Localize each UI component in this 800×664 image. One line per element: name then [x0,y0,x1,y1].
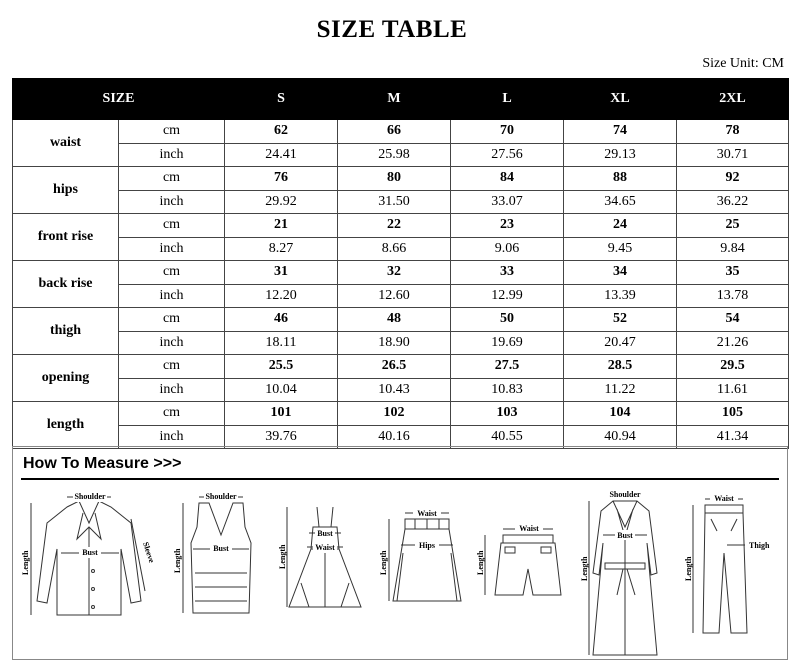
value-cell: 10.83 [451,378,564,402]
unit-cell: cm [119,214,225,238]
header-xl: XL [564,79,677,120]
bust-label: Bust [213,544,229,553]
value-cell: 9.84 [677,237,789,261]
value-cell: 9.45 [564,237,677,261]
value-cell: 10.04 [225,378,338,402]
waist-label: Waist [417,509,437,518]
bust-label: Bust [82,548,98,557]
header-m: M [338,79,451,120]
value-cell: 12.60 [338,284,451,308]
table-row [13,261,789,285]
value-cell: 102 [338,402,451,426]
value-cell: 27.5 [451,355,564,379]
value-cell: 74 [564,120,677,144]
measurement-name: front rise [13,214,119,261]
unit-cell: cm [119,402,225,426]
value-cell: 88 [564,167,677,191]
unit-cell: cm [119,120,225,144]
length-label: Length [379,550,388,575]
divider [21,478,779,480]
value-cell: 25 [677,214,789,238]
unit-cell: inch [119,190,225,214]
value-cell: 32 [338,261,451,285]
header-s: S [225,79,338,120]
header-size: SIZE [13,79,225,120]
value-cell: 105 [677,402,789,426]
table-row [13,378,789,402]
pants-figure-icon [677,483,785,659]
value-cell: 62 [225,120,338,144]
how-to-measure-section [12,446,788,660]
value-cell: 29.13 [564,143,677,167]
value-cell: 104 [564,402,677,426]
value-cell: 46 [225,308,338,332]
value-cell: 92 [677,167,789,191]
blouse-figure-icon [19,483,159,659]
table-header-row [13,79,789,120]
measurement-name: opening [13,355,119,402]
value-cell: 19.69 [451,331,564,355]
hips-label: Hips [418,541,436,550]
shoulder-label: Shoulder [205,492,237,501]
value-cell: 36.22 [677,190,789,214]
value-cell: 40.55 [451,425,564,449]
value-cell: 40.94 [564,425,677,449]
unit-cell: inch [119,284,225,308]
value-cell: 13.39 [564,284,677,308]
table-row [13,425,789,449]
shoulder-label: Shoulder [74,492,106,501]
value-cell: 24.41 [225,143,338,167]
value-cell: 21 [225,214,338,238]
value-cell: 50 [451,308,564,332]
value-cell: 11.61 [677,378,789,402]
value-cell: 25.98 [338,143,451,167]
value-cell: 34.65 [564,190,677,214]
measurement-name: length [13,402,119,449]
measurement-name: back rise [13,261,119,308]
value-cell: 33 [451,261,564,285]
measure-figures [13,483,789,659]
value-cell: 24 [564,214,677,238]
unit-cell: inch [119,237,225,261]
value-cell: 41.34 [677,425,789,449]
value-cell: 31.50 [338,190,451,214]
waist-label: Waist [315,543,335,552]
value-cell: 18.90 [338,331,451,355]
value-cell: 34 [564,261,677,285]
thigh-label: Thigh [749,541,770,550]
header-l: L [451,79,564,120]
shorts-figure-icon [476,483,573,659]
skirt-figure-icon [375,483,477,659]
unit-cell: inch [119,378,225,402]
value-cell: 13.78 [677,284,789,308]
value-cell: 39.76 [225,425,338,449]
value-cell: 22 [338,214,451,238]
value-cell: 9.06 [451,237,564,261]
size-table [12,78,789,449]
value-cell: 11.22 [564,378,677,402]
how-to-measure-heading: How To Measure >>> [23,455,182,472]
value-cell: 40.16 [338,425,451,449]
unit-cell: inch [119,143,225,167]
table-row [13,214,789,238]
value-cell: 20.47 [564,331,677,355]
value-cell: 31 [225,261,338,285]
table-row [13,120,789,144]
measurement-name: hips [13,167,119,214]
value-cell: 8.66 [338,237,451,261]
unit-cell: inch [119,425,225,449]
coat-figure-icon [577,483,673,659]
waist-label: Waist [714,494,734,503]
length-label: Length [580,556,589,581]
value-cell: 21.26 [677,331,789,355]
unit-cell: inch [119,331,225,355]
length-label: Length [173,548,182,573]
value-cell: 78 [677,120,789,144]
value-cell: 27.56 [451,143,564,167]
value-cell: 12.99 [451,284,564,308]
value-cell: 29.92 [225,190,338,214]
unit-cell: cm [119,308,225,332]
table-row [13,143,789,167]
length-label: Length [278,544,287,569]
bust-label: Bust [317,529,333,538]
waist-label: Waist [519,524,539,533]
value-cell: 70 [451,120,564,144]
page-title: SIZE TABLE [316,16,468,43]
value-cell: 103 [451,402,564,426]
value-cell: 52 [564,308,677,332]
unit-cell: cm [119,355,225,379]
table-row [13,402,789,426]
value-cell: 66 [338,120,451,144]
value-cell: 25.5 [225,355,338,379]
unit-cell: cm [119,261,225,285]
measurement-name: waist [13,120,119,167]
value-cell: 23 [451,214,564,238]
value-cell: 76 [225,167,338,191]
value-cell: 29.5 [677,355,789,379]
table-row [13,237,789,261]
value-cell: 80 [338,167,451,191]
shoulder-label: Shoulder [609,490,641,499]
table-row [13,308,789,332]
value-cell: 48 [338,308,451,332]
value-cell: 84 [451,167,564,191]
tank-top-figure-icon [165,483,277,659]
size-unit: Size Unit: CM [702,56,784,71]
value-cell: 18.11 [225,331,338,355]
value-cell: 30.71 [677,143,789,167]
length-label: Length [21,550,30,575]
value-cell: 35 [677,261,789,285]
unit-cell: cm [119,167,225,191]
value-cell: 26.5 [338,355,451,379]
table-row [13,190,789,214]
table-row [13,284,789,308]
table-row [13,331,789,355]
value-cell: 8.27 [225,237,338,261]
table-row [13,167,789,191]
length-label: Length [476,550,485,575]
bust-label: Bust [617,531,633,540]
table-row [13,355,789,379]
value-cell: 54 [677,308,789,332]
value-cell: 10.43 [338,378,451,402]
measurement-name: thigh [13,308,119,355]
sleeve-label: Sleeve [141,540,157,564]
value-cell: 12.20 [225,284,338,308]
length-label: Length [684,556,693,581]
value-cell: 33.07 [451,190,564,214]
dress-figure-icon [279,483,371,659]
value-cell: 101 [225,402,338,426]
header-2xl: 2XL [677,79,789,120]
value-cell: 28.5 [564,355,677,379]
